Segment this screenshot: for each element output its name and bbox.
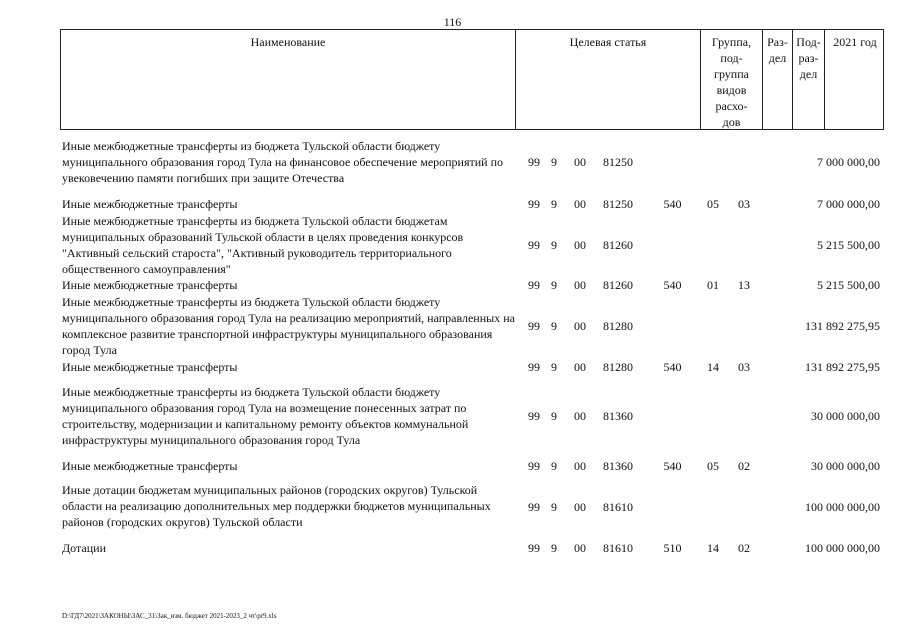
cell-subsection: 03: [738, 197, 750, 211]
cell-group: 540: [663, 278, 682, 292]
cell-subprogram: 9: [551, 500, 557, 514]
cell-section: 05: [707, 197, 719, 211]
table-header: [60, 29, 884, 130]
row-name: Иные межбюджетные трансферты: [62, 197, 238, 211]
cell-subsection: 03: [738, 360, 750, 374]
cell-subprogram: 9: [551, 360, 557, 374]
row-name: Иные межбюджетные трансферты из бюджета Тульской области бюджету муниципального образования город Тула на возмещение понесенных затрат по строительству, модернизации и капитальному ремонту объектов коммунальной инфраструктуры муниципального образования город Тула: [62, 385, 469, 447]
cell-amount: 100 000 000,00: [805, 541, 880, 555]
cell-event: 00: [574, 500, 586, 514]
cell-program: 99: [528, 278, 540, 292]
cell-direction: 81360: [603, 459, 633, 473]
header-subsection: Под- раз- дел: [793, 30, 825, 129]
cell-subprogram: 9: [551, 319, 557, 333]
cell-direction: 81610: [603, 500, 633, 514]
header-name: Наименование: [61, 30, 516, 129]
cell-event: 00: [574, 459, 586, 473]
cell-group: 540: [663, 360, 682, 374]
cell-event: 00: [574, 197, 586, 211]
cell-direction: 81250: [603, 155, 633, 169]
cell-section: 14: [707, 360, 719, 374]
cell-amount: 5 215 500,00: [817, 238, 880, 252]
row-name: Иные межбюджетные трансферты: [62, 360, 238, 374]
cell-subprogram: 9: [551, 459, 557, 473]
cell-program: 99: [528, 319, 540, 333]
cell-program: 99: [528, 197, 540, 211]
cell-direction: 81260: [603, 238, 633, 252]
cell-subprogram: 9: [551, 197, 557, 211]
cell-event: 00: [574, 360, 586, 374]
page-number: 116: [443, 15, 462, 29]
cell-event: 00: [574, 155, 586, 169]
cell-amount: 7 000 000,00: [817, 155, 880, 169]
cell-event: 00: [574, 319, 586, 333]
row-name: Иные межбюджетные трансферты из бюджета Тульской области бюджету муниципального образования город Тула на реализацию мероприятий, направленных на комплексное развитие транспортной инфраструктуры муниципального образования город Тула: [62, 295, 515, 357]
cell-direction: 81360: [603, 409, 633, 423]
cell-program: 99: [528, 238, 540, 252]
header-target: Целевая статья: [516, 30, 701, 129]
cell-subsection: 02: [738, 459, 750, 473]
cell-amount: 30 000 000,00: [811, 459, 880, 473]
file-path-footer: D:\ГД7\2021\ЗАКОНЫ\ЗАС_31\Зак_изм. бюджет 2021-2023_2 чт\pr9.xls: [62, 612, 277, 620]
cell-event: 00: [574, 278, 586, 292]
cell-group: 540: [663, 197, 682, 211]
cell-event: 00: [574, 409, 586, 423]
cell-event: 00: [574, 238, 586, 252]
row-name: Дотации: [62, 541, 107, 555]
cell-amount: 5 215 500,00: [817, 278, 880, 292]
cell-program: 99: [528, 360, 540, 374]
cell-subprogram: 9: [551, 278, 557, 292]
header-year: 2021 год: [833, 35, 877, 49]
cell-amount: 131 892 275,95: [805, 319, 880, 333]
row-name: Иные дотации бюджетам муниципальных районов (городских округов) Тульской области на реализацию дополнительных мер поддержки бюджетов муниципальных районов (городских округов) Тульской области: [62, 483, 491, 529]
cell-subsection: 02: [738, 541, 750, 555]
header-group: Группа, под- группа видов расхо- дов: [701, 30, 763, 129]
cell-section: 14: [707, 541, 719, 555]
cell-program: 99: [528, 541, 540, 555]
cell-subprogram: 9: [551, 409, 557, 423]
cell-group: 540: [663, 459, 682, 473]
cell-section: 01: [707, 278, 719, 292]
cell-direction: 81610: [603, 541, 633, 555]
cell-subprogram: 9: [551, 238, 557, 252]
cell-event: 00: [574, 541, 586, 555]
cell-section: 05: [707, 459, 719, 473]
cell-amount: 100 000 000,00: [805, 500, 880, 514]
cell-program: 99: [528, 155, 540, 169]
cell-program: 99: [528, 500, 540, 514]
cell-amount: 7 000 000,00: [817, 197, 880, 211]
cell-direction: 81260: [603, 278, 633, 292]
row-name: Иные межбюджетные трансферты из бюджета Тульской области бюджетам муниципальных образований Тульской области в целях проведения конкурсов "Активный сельский староста", "Активный руководитель территориального общественного самоуправления": [62, 214, 464, 276]
header-section: Раз- дел: [763, 30, 793, 129]
cell-amount: 30 000 000,00: [811, 409, 880, 423]
row-name: Иные межбюджетные трансферты: [62, 459, 238, 473]
row-name: Иные межбюджетные трансферты из бюджета Тульской области бюджету муниципального образования город Тула на финансовое обеспечение мероприятий по увековечению памяти погибших при защите Отечества: [62, 139, 504, 185]
cell-subsection: 13: [738, 278, 750, 292]
cell-program: 99: [528, 409, 540, 423]
cell-group: 510: [663, 541, 682, 555]
cell-amount: 131 892 275,95: [805, 360, 880, 374]
cell-subprogram: 9: [551, 155, 557, 169]
cell-direction: 81280: [603, 319, 633, 333]
cell-direction: 81250: [603, 197, 633, 211]
row-name: Иные межбюджетные трансферты: [62, 278, 238, 292]
cell-subprogram: 9: [551, 541, 557, 555]
cell-direction: 81280: [603, 360, 633, 374]
cell-program: 99: [528, 459, 540, 473]
